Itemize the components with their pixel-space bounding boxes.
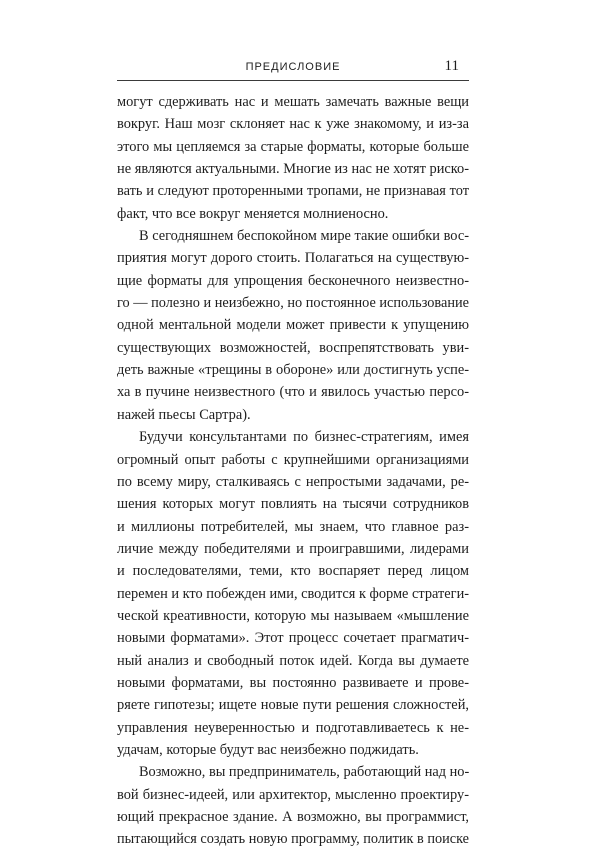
text-line: вать и следуют проторенными тропами, не признавая тот	[117, 183, 469, 200]
text-line: ряете гипотезы; ищете новые пути решения сложностей,	[117, 697, 469, 714]
text-line: удачам, которые будут вас неизбежно поджидать.	[117, 741, 419, 758]
text-line: вой бизнес-идеей, или архитектор, мысленно проектиру-	[117, 786, 469, 803]
text-line: новыми форматами, вы постоянно развиваете и прове-	[117, 674, 469, 691]
text-line: одной ментальной модели может привести к упущению	[117, 317, 469, 334]
text-line: этого мы цепляемся за старые форматы, которые больше	[117, 138, 469, 155]
text-line: по всему миру, сталкиваясь с непростыми задачами, ре-	[117, 473, 469, 490]
body-text	[117, 91, 469, 851]
text-line: ный анализ и свободный поток идей. Когда вы думаете	[117, 652, 469, 669]
text-line: ха в пучине неизвестного (что и явилось участью персо-	[117, 384, 469, 401]
text-line: огромный опыт работы с крупнейшими организациями	[117, 451, 469, 468]
running-header	[117, 58, 469, 78]
text-line: Возможно, вы предприниматель, работающий над но-	[139, 764, 470, 781]
text-line: ющий прекрасное здание. А возможно, вы программист,	[117, 809, 469, 825]
text-line: вокруг. Наш мозг склоняет нас к уже знакомому, и из-за	[117, 116, 469, 133]
paragraph	[117, 761, 469, 850]
text-line: Будучи консультантами по бизнес-стратегиям, имея	[139, 429, 469, 446]
text-line: управления неуверенностью и подготавливаетесь к не-	[117, 719, 469, 736]
text-line: существующих возможностей, воспрепятствовать уви-	[117, 339, 469, 356]
text-line: и последователями, теми, кто воспаряет перед лицом	[117, 563, 469, 580]
text-line: щие форматы для упрощения бесконечного неизвестно-	[117, 272, 469, 289]
text-line: перемен и кто побежден ими, сводится к форме стратеги-	[117, 585, 470, 602]
section-title: ПРЕДИСЛОВИЕ	[245, 61, 341, 73]
text-line: ческой креативности, которую мы называем «мышление	[117, 607, 469, 624]
text-line: могут сдерживать нас и мешать замечать важные вещи	[117, 94, 469, 110]
paragraph	[117, 91, 469, 225]
text-line: и миллионы потребителей, мы знаем, что главное раз-	[117, 518, 469, 535]
text-line: го — полезно и неизбежно, но постоянное использование	[117, 295, 470, 312]
text-line: шения которых могут повлиять на тысячи сотрудников	[117, 496, 469, 513]
text-line: приятия могут дорого стоить. Полагаться на существую-	[117, 250, 469, 267]
text-line: личие между победителями и проигравшими, лидерами	[117, 540, 469, 557]
text-line: деть важные «трещины в обороне» или достигнуть успе-	[117, 362, 469, 379]
text-line: факт, что все вокруг меняется молниеносно.	[117, 205, 389, 222]
text-line: нажей пьесы Сартра).	[117, 406, 251, 423]
page-number: 11	[444, 58, 459, 74]
paragraph	[117, 426, 469, 761]
text-line: не являются актуальными. Многие из нас не хотят риско-	[117, 161, 469, 178]
text-line: пытающийся создать новую программу, политик в поиске	[117, 831, 469, 848]
header-rule	[117, 80, 469, 81]
text-line: В сегодняшнем беспокойном мире такие ошибки вос-	[139, 228, 469, 245]
text-line: новыми форматами». Этот процесс сочетает прагматич-	[117, 630, 469, 647]
paragraph	[117, 225, 469, 426]
